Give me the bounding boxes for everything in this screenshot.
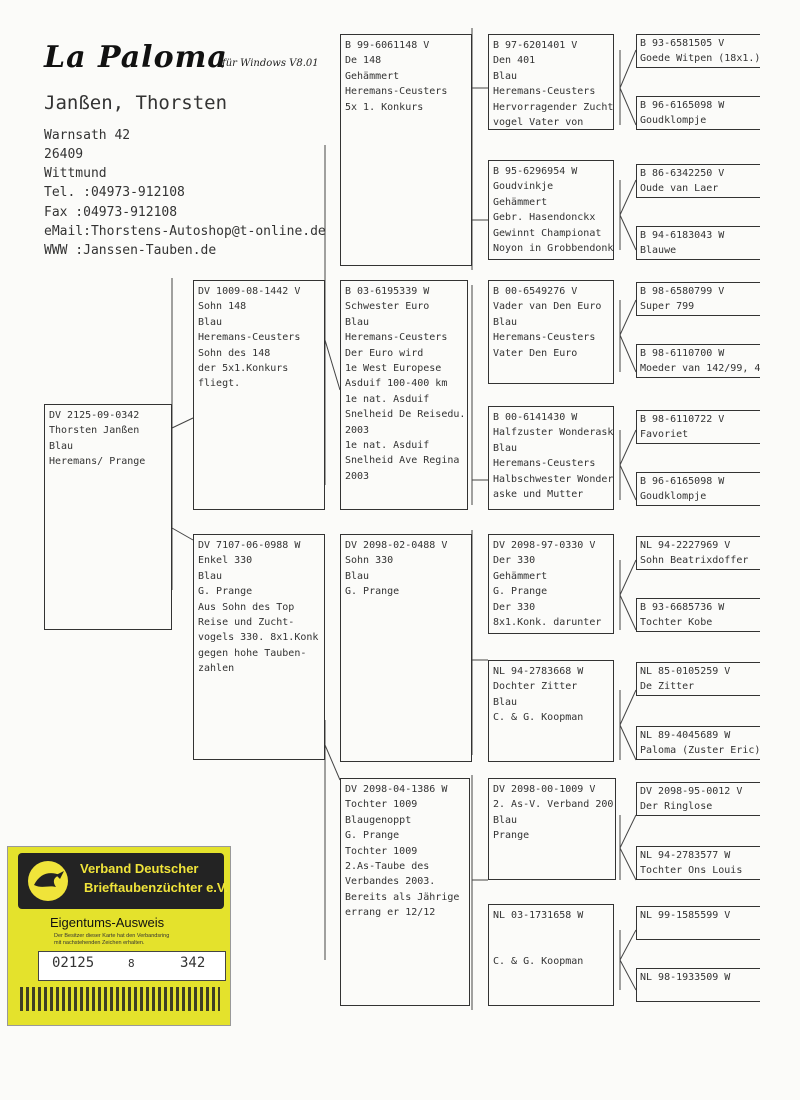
- ggg-name: Favoriet: [640, 429, 689, 441]
- gg2-ring: B 95-6296954 W: [493, 166, 578, 177]
- ggg-ring: NL 94-2783577 W: [640, 850, 731, 861]
- sire-line: Sohn 148: [198, 301, 247, 313]
- sire-line: fliegt.: [198, 378, 241, 390]
- g2-line: Der Euro wird: [345, 347, 424, 359]
- g2-line: 2003: [345, 470, 370, 482]
- stamp-ring-number: 02125: [52, 955, 95, 971]
- ggg-entry: [636, 164, 760, 198]
- gg6-line: Dochter Zitter: [493, 681, 578, 693]
- ggg-ring: B 96-6165098 W: [640, 100, 725, 111]
- ggg-ring: B 98-6580799 V: [640, 286, 725, 297]
- gg3-line: Vader van Den Euro: [493, 301, 602, 313]
- g3-ring: DV 2098-02-0488 V: [345, 540, 448, 551]
- g2-line: Blau: [345, 316, 370, 328]
- gg4-line: Halfzuster Wonderask: [493, 427, 614, 439]
- gg5-line: 8x1.Konk. darunter: [493, 617, 602, 629]
- ggg-name: Der Ringlose: [640, 801, 713, 813]
- g4-line: G. Prange: [345, 830, 400, 842]
- gg2-line: Gehämmert: [493, 196, 548, 208]
- pigeon-icon: [26, 859, 70, 903]
- gg7-line: 2. As-V. Verband 200: [493, 799, 614, 811]
- ggg-ring: B 98-6110700 W: [640, 348, 725, 359]
- gg8-ring: NL 03-1731658 W: [493, 910, 584, 921]
- subject-line: Blau: [49, 440, 74, 452]
- pedigree-gg8: [488, 904, 614, 1006]
- pedigree-gg1: [488, 34, 614, 130]
- gg3-line: Blau: [493, 316, 518, 328]
- ggg-ring: DV 2098-95-0012 V: [640, 786, 743, 797]
- ggg-ring: B 86-6342250 V: [640, 168, 725, 179]
- stamp-fine-print: mit nachstehenden Zeichen erhalten.: [54, 940, 145, 946]
- owner-tel: Tel. :04973-912108: [44, 185, 185, 200]
- sire-line: der 5x1.Konkurs: [198, 363, 289, 375]
- g1-line: De 148: [345, 55, 382, 67]
- ggg-ring: B 98-6110722 V: [640, 414, 725, 425]
- gg5-line: Der 330: [493, 555, 536, 567]
- subject-line: Heremans/ Prange: [49, 456, 146, 468]
- ggg-entry: [636, 662, 760, 696]
- g3-line: Sohn 330: [345, 555, 394, 567]
- ggg-name: Goudklompje: [640, 491, 707, 503]
- gg4-line: Heremans-Ceusters: [493, 458, 596, 470]
- owner-www: WWW :Janssen-Tauben.de: [44, 243, 217, 258]
- g2-line: 1e nat. Asduif: [345, 440, 430, 452]
- ggg-ring: NL 99-1585599 V: [640, 910, 731, 921]
- gg1-line: Den 401: [493, 55, 536, 67]
- gg7-line: Prange: [493, 830, 530, 842]
- ggg-name: Blauwe: [640, 245, 677, 257]
- gg7-line: Blau: [493, 814, 518, 826]
- g2-line: Schwester Euro: [345, 301, 430, 313]
- ggg-entry: [636, 726, 760, 760]
- ownership-stamp: [7, 846, 231, 1026]
- pedigree-gg5: [488, 534, 614, 634]
- subject-ring: DV 2125-09-0342: [49, 410, 140, 421]
- gg1-line: Hervorragender Zucht: [493, 101, 614, 113]
- g1-ring: B 99-6061148 V: [345, 40, 430, 51]
- gg1-line: vogel Vater von: [493, 117, 584, 129]
- ggg-name: De Zitter: [640, 681, 695, 693]
- g1-line: 5x 1. Konkurs: [345, 101, 424, 113]
- ggg-entry: [636, 96, 760, 130]
- ggg-entry: [636, 472, 760, 506]
- owner-city: Wittmund: [44, 166, 107, 181]
- ggg-ring: NL 89-4045689 W: [640, 730, 731, 741]
- g4-line: Tochter 1009: [345, 845, 418, 857]
- gg4-line: Blau: [493, 442, 518, 454]
- gg8-line: [493, 939, 609, 954]
- dam-line: Enkel 330: [198, 555, 253, 567]
- gg4-line: Halbschwester Wonder: [493, 473, 614, 485]
- ggg-entry: [636, 536, 760, 570]
- pedigree-sire-sire: [340, 34, 472, 266]
- ggg-ring: B 93-6581505 V: [640, 38, 725, 49]
- ggg-entry: [636, 906, 760, 940]
- pedigree-gg4: [488, 406, 614, 510]
- stamp-ring-suffix: 342: [180, 955, 206, 971]
- sire-line: Blau: [198, 316, 223, 328]
- logo: La Paloma: [44, 40, 228, 75]
- pedigree-dam-dam: [340, 778, 470, 1006]
- owner-fax: Fax :04973-912108: [44, 205, 178, 220]
- g4-line: Tochter 1009: [345, 799, 418, 811]
- g2-line: Snelheid De Reisedu.: [345, 409, 466, 421]
- ggg-entry: [636, 410, 760, 444]
- gg4-ring: B 00-6141430 W: [493, 412, 578, 423]
- pedigree-dam-sire: [340, 534, 472, 762]
- dam-line: G. Prange: [198, 586, 253, 598]
- owner-zip: 26409: [44, 147, 84, 162]
- g4-line: Bereits als Jährige: [345, 891, 460, 903]
- gg8-line: [493, 923, 609, 938]
- g4-line: Blaugenoppt: [345, 814, 412, 826]
- ggg-entry: [636, 344, 760, 378]
- dam-ring: DV 7107-06-0988 W: [198, 540, 301, 551]
- gg5-line: G. Prange: [493, 586, 548, 598]
- dam-line: Reise und Zucht-: [198, 617, 295, 629]
- ggg-name: Super 799: [640, 301, 695, 313]
- sire-line: Heremans-Ceusters: [198, 332, 301, 344]
- g2-ring: B 03-6195339 W: [345, 286, 430, 297]
- logo-edition: für Windows V8.01: [222, 58, 319, 69]
- owner-name: Janßen, Thorsten: [44, 92, 228, 114]
- pedigree-sire: [193, 280, 325, 510]
- ggg-name: [640, 923, 757, 938]
- g2-line: Heremans-Ceusters: [345, 332, 448, 344]
- gg5-ring: DV 2098-97-0330 V: [493, 540, 596, 551]
- g3-line: Blau: [345, 570, 370, 582]
- g1-line: Gehämmert: [345, 70, 400, 82]
- dam-line: zahlen: [198, 663, 235, 675]
- dam-line: vogels 330. 8x1.Konk: [198, 632, 319, 644]
- gg6-ring: NL 94-2783668 W: [493, 666, 584, 677]
- owner-email: eMail:Thorstens-Autoshop@t-online.de: [44, 224, 326, 239]
- stamp-security-pattern: [20, 987, 220, 1011]
- g2-line: 2003: [345, 424, 370, 436]
- pedigree-gg6: [488, 660, 614, 762]
- g2-line: Snelheid Ave Regina: [345, 455, 460, 467]
- ggg-ring: B 96-6165098 W: [640, 476, 725, 487]
- subject-line: Thorsten Janßen: [49, 425, 140, 437]
- pedigree-gg2: [488, 160, 614, 260]
- ggg-name: Goede Witpen (18x1.): [640, 53, 760, 65]
- ggg-name: Moeder van 142/99, 4: [640, 363, 760, 375]
- ggg-entry: [636, 968, 760, 1002]
- dam-line: Aus Sohn des Top: [198, 601, 295, 613]
- g2-line: 1e nat. Asduif: [345, 393, 430, 405]
- pedigree-dam: [193, 534, 325, 760]
- ggg-entry: [636, 226, 760, 260]
- ggg-ring: B 94-6183043 W: [640, 230, 725, 241]
- gg5-line: Der 330: [493, 601, 536, 613]
- stamp-header: [18, 853, 229, 909]
- gg3-line: Heremans-Ceusters: [493, 332, 596, 344]
- g1-line: Heremans-Ceusters: [345, 86, 448, 98]
- ggg-ring: NL 94-2227969 V: [640, 540, 731, 551]
- gg3-ring: B 00-6549276 V: [493, 286, 578, 297]
- ggg-entry: [636, 282, 760, 316]
- gg2-line: Gewinnt Championat: [493, 227, 602, 239]
- g4-ring: DV 2098-04-1386 W: [345, 784, 448, 795]
- ggg-name: [640, 985, 757, 1000]
- ggg-name: Tochter Kobe: [640, 617, 713, 629]
- pedigree-gg7: [488, 778, 616, 880]
- pedigree-sire-dam: [340, 280, 468, 510]
- gg4-line: aske und Mutter: [493, 489, 584, 501]
- gg2-line: Gebr. Hasendonckx: [493, 212, 596, 224]
- gg7-ring: DV 2098-00-1009 V: [493, 784, 596, 795]
- dam-line: gegen hohe Tauben-: [198, 647, 307, 659]
- ggg-entry: [636, 846, 760, 880]
- sire-ring: DV 1009-08-1442 V: [198, 286, 301, 297]
- ggg-name: Oude van Laer: [640, 183, 719, 195]
- ggg-entry: [636, 34, 760, 68]
- g2-line: Asduif 100-400 km: [345, 378, 448, 390]
- gg6-line: C. & G. Koopman: [493, 712, 584, 724]
- gg6-line: Blau: [493, 696, 518, 708]
- gg1-line: Heremans-Ceusters: [493, 86, 596, 98]
- dam-line: Blau: [198, 570, 223, 582]
- ggg-name: Paloma (Zuster Eric): [640, 745, 760, 757]
- ggg-ring: NL 98-1933509 W: [640, 972, 731, 983]
- owner-street: Warnsath 42: [44, 128, 131, 143]
- ggg-entry: [636, 782, 760, 816]
- stamp-ring-year: 8: [128, 957, 135, 970]
- stamp-title: Eigentums-Ausweis: [50, 915, 165, 930]
- gg5-line: Gehämmert: [493, 570, 548, 582]
- stamp-fine-print: Der Besitzer dieser Karte hat den Verbandsring: [54, 933, 170, 939]
- stamp-org-line2: Brieftaubenzüchter e.V.: [84, 880, 229, 895]
- gg2-line: Goudvinkje: [493, 181, 554, 193]
- gg3-line: Vater Den Euro: [493, 347, 578, 359]
- stamp-org-line1: Verband Deutscher: [80, 861, 199, 876]
- gg8-line: C. & G. Koopman: [493, 956, 584, 968]
- g3-line: G. Prange: [345, 586, 400, 598]
- pedigree-subject: [44, 404, 172, 630]
- ggg-name: Sohn Beatrixdoffer: [640, 555, 749, 567]
- gg1-line: Blau: [493, 70, 518, 82]
- ggg-entry: [636, 598, 760, 632]
- pedigree-gg3: [488, 280, 614, 384]
- ggg-name: Goudklompje: [640, 115, 707, 127]
- g4-line: Verbandes 2003.: [345, 876, 436, 888]
- g4-line: 2.As-Taube des: [345, 861, 430, 873]
- g2-line: 1e West Europese: [345, 363, 442, 375]
- ggg-name: Tochter Ons Louis: [640, 865, 743, 877]
- gg1-ring: B 97-6201401 V: [493, 40, 578, 51]
- g4-line: errang er 12/12: [345, 907, 436, 919]
- sire-line: Sohn des 148: [198, 347, 271, 359]
- gg2-line: Noyon in Grobbendonk: [493, 243, 614, 255]
- ggg-ring: B 93-6685736 W: [640, 602, 725, 613]
- ggg-ring: NL 85-0105259 V: [640, 666, 731, 677]
